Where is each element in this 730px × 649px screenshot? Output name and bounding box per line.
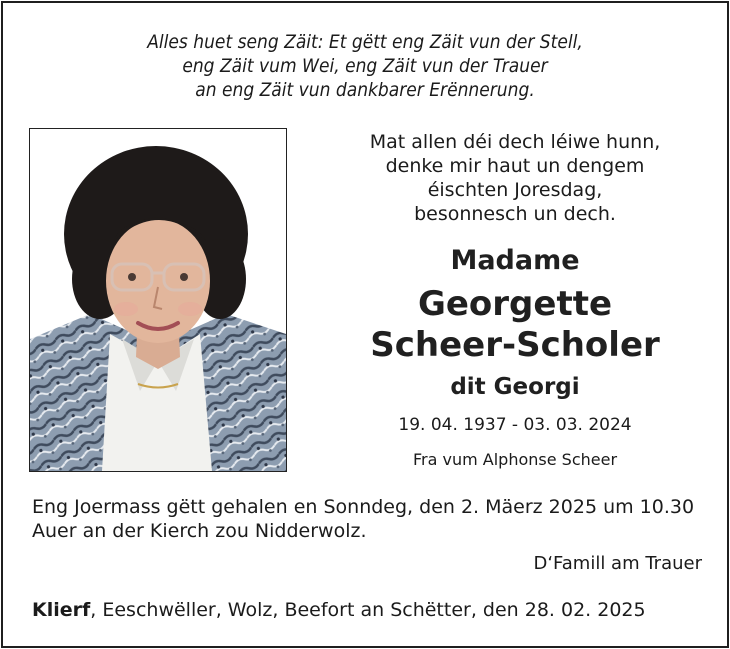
place-date-line xyxy=(32,598,712,622)
motto-line: eng Zäit vum Wei, eng Zäit vun der Trauer xyxy=(182,55,548,77)
last-name: Scheer-Scholer xyxy=(370,325,660,365)
family-signature: D‘Famill am Trauer xyxy=(533,553,702,574)
spouse-line: Fra vum Alphonse Scheer xyxy=(412,450,618,469)
motto-quote xyxy=(0,30,730,102)
place-bold: Klierf xyxy=(32,599,91,621)
motto-line: Alles huet seng Zäit: Et gëtt eng Zäit vun der Stell, xyxy=(147,31,583,53)
alias: dit Georgi xyxy=(450,374,580,400)
intro-line: denke mir haut un dengem xyxy=(385,155,645,177)
life-dates: 19. 04. 1937 - 03. 03. 2024 xyxy=(398,415,632,435)
motto-line: an eng Zäit vun dankbarer Erënnerung. xyxy=(195,79,535,101)
honorific: Madame xyxy=(450,245,580,276)
intro-text xyxy=(320,130,710,226)
portrait-illustration xyxy=(30,129,286,471)
intro-line: Mat allen déi dech léiwe hunn, xyxy=(369,131,661,153)
place-rest: , Eeschwëller, Wolz, Beefort an Schëtter, den 28. 02. 2025 xyxy=(90,599,646,621)
memorial-mass-notice: Eng Joermass gëtt gehalen en Sonndeg, den 2. Mäerz 2025 um 10.30 Auer an der Kierch zou Nidderwolz. xyxy=(32,496,695,542)
intro-line: besonnesch un dech. xyxy=(414,203,616,225)
intro-line: éischten Joresdag, xyxy=(427,179,603,201)
portrait-photo xyxy=(29,128,287,472)
first-name: Georgette xyxy=(417,284,613,324)
